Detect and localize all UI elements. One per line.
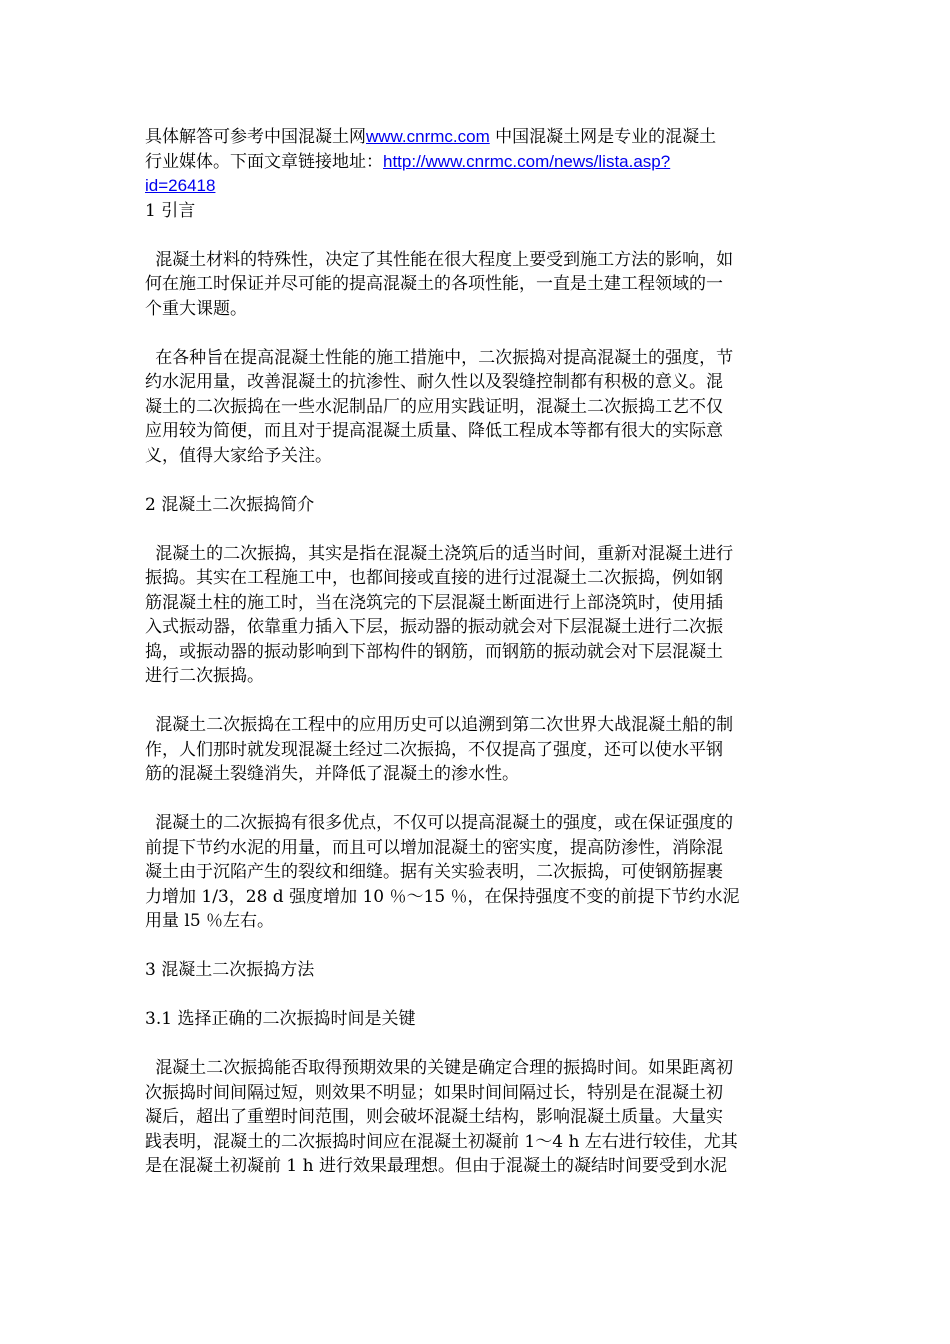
- paragraph-1: [145, 248, 810, 322]
- paragraph-line: 混凝土材料的特殊性，决定了其性能在很大程度上要受到施工方法的影响，如: [155, 249, 734, 270]
- paragraph-line: 前提下节约水泥的用量，而且可以增加混凝土的密实度，提高防渗性，消除混: [145, 837, 723, 858]
- intro-text: 具体解答可参考中国混凝土网: [145, 127, 366, 147]
- document-page: [145, 125, 810, 1179]
- paragraph-line: 作，人们那时就发现混凝土经过二次振捣，不仅提高了强度，还可以使水平钢: [145, 739, 723, 760]
- intro-line-2: [145, 150, 810, 175]
- paragraph-line: 混凝土的二次振捣，其实是指在混凝土浇筑后的适当时间，重新对混凝土进行: [155, 543, 734, 564]
- paragraph-line: 进行二次振捣。: [145, 666, 264, 686]
- paragraph-6: [145, 1056, 810, 1179]
- paragraph-line: 践表明，混凝土的二次振捣时间应在混凝土初凝前 1～4 h 左右进行较佳，尤其: [145, 1131, 738, 1152]
- paragraph-line: 混凝土二次振捣在工程中的应用历史可以追溯到第二次世界大战混凝土船的制: [155, 715, 734, 735]
- paragraph-line: 凝后，超出了重塑时间范围，则会破坏混凝土结构，影响混凝土质量。大量实: [145, 1107, 723, 1127]
- paragraph-line: 筋的混凝土裂缝消失，并降低了混凝土的渗水性。: [145, 764, 519, 784]
- paragraph-line: 何在施工时保证并尽可能的提高混凝土的各项性能，一直是土建工程领域的一: [145, 274, 723, 294]
- paragraph-line: 力增加 1/3，28 d 强度增加 10 ％～15 ％，在保持强度不变的前提下节约水泥: [145, 886, 740, 907]
- section-heading-1: 1 引言: [145, 200, 196, 221]
- intro-line-1: [145, 125, 810, 150]
- intro-text-2: 中国混凝土网是专业的混凝土: [495, 127, 717, 147]
- paragraph-4: [145, 713, 810, 787]
- paragraph-line: 振捣。其实在工程施工中，也都间接或直接的进行过混凝土二次振捣，例如钢: [145, 568, 723, 588]
- paragraph-line: 筋混凝土柱的施工时，当在浇筑完的下层混凝土断面进行上部浇筑时，使用插: [145, 592, 723, 613]
- section-heading-2: 2 混凝土二次振捣简介: [145, 494, 315, 515]
- section-heading-3: 3 混凝土二次振捣方法: [145, 960, 315, 980]
- paragraph-line: 捣，或振动器的振动影响到下部构件的钢筋，而钢筋的振动就会对下层混凝土: [145, 641, 723, 662]
- site-link[interactable]: www.cnrmc.com: [366, 127, 490, 146]
- paragraph-line: 个重大课题。: [145, 298, 247, 319]
- paragraph-line: 混凝土的二次振捣有很多优点，不仅可以提高混凝土的强度，或在保证强度的: [155, 813, 734, 833]
- paragraph-line: 混凝土二次振捣能否取得预期效果的关键是确定合理的振捣时间。如果距离初: [155, 1058, 734, 1078]
- paragraph-line: 约水泥用量，改善混凝土的抗渗性、耐久性以及裂缝控制都有积极的意义。混: [145, 372, 723, 392]
- section-heading-3-1: 3.1 选择正确的二次振捣时间是关键: [145, 1009, 416, 1029]
- intro-text-3: 行业媒体。下面文章链接地址：: [145, 151, 383, 172]
- paragraph-line: 用量 l5 ％左右。: [145, 911, 275, 931]
- intro-line-3: [145, 174, 810, 199]
- paragraph-line: 是在混凝土初凝前 1 h 进行效果最理想。但由于混凝土的凝结时间要受到水泥: [145, 1156, 727, 1176]
- paragraph-line: 凝土由于沉陷产生的裂纹和细缝。据有关实验表明，二次振捣，可使钢筋握裹: [145, 862, 723, 882]
- paragraph-line: 应用较为简便，而且对于提高混凝土质量、降低工程成本等都有很大的实际意: [145, 421, 723, 441]
- article-link[interactable]: http://www.cnrmc.com/news/lista.asp?: [383, 151, 671, 171]
- paragraph-line: 次振捣时间间隔过短，则效果不明显；如果时间间隔过长，特别是在混凝土初: [145, 1082, 723, 1103]
- paragraph-line: 入式振动器，依靠重力插入下层，振动器的振动就会对下层混凝土进行二次振: [145, 617, 723, 637]
- paragraph-5: [145, 811, 810, 934]
- paragraph-line: 凝土的二次振捣在一些水泥制品厂的应用实践证明，混凝土二次振捣工艺不仅: [145, 396, 723, 417]
- article-link-cont[interactable]: id=26418: [145, 176, 216, 195]
- paragraph-3: [145, 542, 810, 689]
- paragraph-2: [145, 346, 810, 469]
- paragraph-line: 义，值得大家给予关注。: [145, 445, 332, 466]
- paragraph-line: 在各种旨在提高混凝土性能的施工措施中，二次振捣对提高混凝土的强度，节: [155, 347, 734, 368]
